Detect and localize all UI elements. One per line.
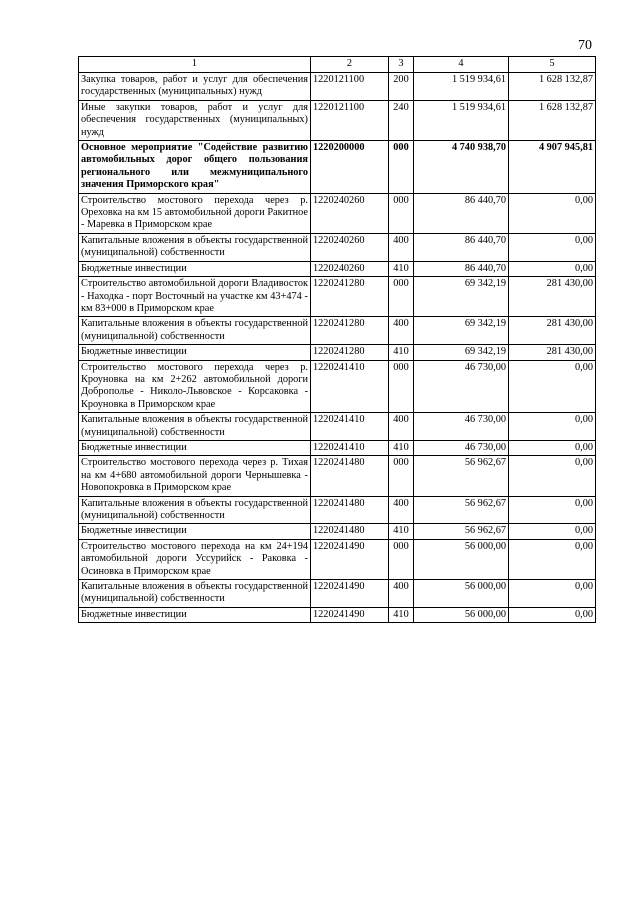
row-amount-year1-cell: 1 519 934,61 (414, 100, 509, 140)
row-code-cell: 1220241480 (311, 496, 389, 524)
column-header: 4 (414, 57, 509, 73)
row-amount-year1-cell: 4 740 938,70 (414, 141, 509, 194)
row-amount-year2-cell: 0,00 (509, 193, 596, 233)
column-header: 5 (509, 57, 596, 73)
budget-table (78, 56, 596, 623)
row-name-cell: Капитальные вложения в объекты государственной (муниципальной) собственности (79, 580, 311, 608)
row-amount-year2-cell: 281 430,00 (509, 317, 596, 345)
row-name-cell: Строительство мостового перехода через р. Кроуновка на км 2+262 автомобильной дороги Доброполье - Николо-Львовское - Корсаковка - Кроуновка в Приморском крае (79, 360, 311, 413)
row-amount-year1-cell: 46 730,00 (414, 413, 509, 441)
row-amount-year2-cell: 0,00 (509, 539, 596, 579)
row-amount-year2-cell: 281 430,00 (509, 277, 596, 317)
row-amount-year2-cell: 0,00 (509, 413, 596, 441)
row-name-cell: Иные закупки товаров, работ и услуг для обеспечения государственных (муниципальных) нужд (79, 100, 311, 140)
row-code-cell: 1220200000 (311, 141, 389, 194)
row-amount-year1-cell: 56 000,00 (414, 539, 509, 579)
row-name-cell: Строительство мостового перехода на км 24+194 автомобильной дороги Уссурийск - Раковка - Осиновка в Приморском крае (79, 539, 311, 579)
row-expense-type-cell: 000 (389, 360, 414, 413)
row-name-cell: Бюджетные инвестиции (79, 345, 311, 360)
row-expense-type-cell: 400 (389, 580, 414, 608)
row-code-cell: 1220241410 (311, 440, 389, 455)
row-name-cell: Капитальные вложения в объекты государственной (муниципальной) собственности (79, 413, 311, 441)
row-amount-year2-cell: 0,00 (509, 496, 596, 524)
row-expense-type-cell: 000 (389, 539, 414, 579)
row-amount-year2-cell: 1 628 132,87 (509, 100, 596, 140)
row-name-cell: Бюджетные инвестиции (79, 607, 311, 622)
row-name-cell: Строительство мостового перехода через р. Тихая на км 4+680 автомобильной дороги Чернышевка - Новопокровка в Приморском крае (79, 456, 311, 496)
row-expense-type-cell: 410 (389, 607, 414, 622)
row-name-cell: Закупка товаров, работ и услуг для обеспечения государственных (муниципальных) нужд (79, 73, 311, 101)
table-row (79, 456, 596, 496)
row-amount-year2-cell: 1 628 132,87 (509, 73, 596, 101)
column-header: 3 (389, 57, 414, 73)
row-code-cell: 1220241280 (311, 345, 389, 360)
row-amount-year1-cell: 56 962,67 (414, 496, 509, 524)
row-code-cell: 1220121100 (311, 73, 389, 101)
row-code-cell: 1220241490 (311, 580, 389, 608)
row-expense-type-cell: 240 (389, 100, 414, 140)
row-code-cell: 1220241410 (311, 360, 389, 413)
row-expense-type-cell: 400 (389, 317, 414, 345)
table-row (79, 100, 596, 140)
table-row (79, 607, 596, 622)
page-number: 70 (578, 38, 592, 53)
row-amount-year1-cell: 69 342,19 (414, 345, 509, 360)
table-body (79, 73, 596, 623)
row-amount-year1-cell: 86 440,70 (414, 193, 509, 233)
table-row (79, 261, 596, 276)
row-code-cell: 1220240260 (311, 193, 389, 233)
row-expense-type-cell: 400 (389, 233, 414, 261)
row-name-cell: Основное мероприятие "Содействие развитию автомобильных дорог общего пользования регионального или межмуниципального значения Приморского края" (79, 141, 311, 194)
row-code-cell: 1220241280 (311, 277, 389, 317)
row-name-cell: Капитальные вложения в объекты государственной (муниципальной) собственности (79, 496, 311, 524)
row-amount-year2-cell: 4 907 945,81 (509, 141, 596, 194)
row-expense-type-cell: 000 (389, 456, 414, 496)
row-amount-year1-cell: 46 730,00 (414, 440, 509, 455)
row-amount-year1-cell: 86 440,70 (414, 261, 509, 276)
row-name-cell: Капитальные вложения в объекты государственной (муниципальной) собственности (79, 317, 311, 345)
row-code-cell: 1220240260 (311, 261, 389, 276)
table-row (79, 496, 596, 524)
row-amount-year2-cell: 0,00 (509, 524, 596, 539)
row-amount-year2-cell: 0,00 (509, 580, 596, 608)
row-expense-type-cell: 200 (389, 73, 414, 101)
row-expense-type-cell: 000 (389, 277, 414, 317)
row-amount-year1-cell: 56 962,67 (414, 456, 509, 496)
row-code-cell: 1220241490 (311, 539, 389, 579)
row-expense-type-cell: 400 (389, 496, 414, 524)
row-expense-type-cell: 400 (389, 413, 414, 441)
row-amount-year2-cell: 281 430,00 (509, 345, 596, 360)
row-expense-type-cell: 000 (389, 141, 414, 194)
row-name-cell: Строительство автомобильной дороги Владивосток - Находка - порт Восточный на участке км 43+474 - км 83+000 в Приморском крае (79, 277, 311, 317)
row-amount-year1-cell: 56 000,00 (414, 607, 509, 622)
row-name-cell: Бюджетные инвестиции (79, 440, 311, 455)
row-code-cell: 1220241410 (311, 413, 389, 441)
row-amount-year1-cell: 56 962,67 (414, 524, 509, 539)
row-amount-year1-cell: 56 000,00 (414, 580, 509, 608)
table-row (79, 193, 596, 233)
row-amount-year1-cell: 86 440,70 (414, 233, 509, 261)
row-name-cell: Бюджетные инвестиции (79, 261, 311, 276)
row-amount-year1-cell: 46 730,00 (414, 360, 509, 413)
row-code-cell: 1220241480 (311, 524, 389, 539)
row-amount-year1-cell: 69 342,19 (414, 317, 509, 345)
table-row (79, 440, 596, 455)
row-code-cell: 1220241280 (311, 317, 389, 345)
row-expense-type-cell: 410 (389, 440, 414, 455)
row-code-cell: 1220241480 (311, 456, 389, 496)
row-amount-year2-cell: 0,00 (509, 233, 596, 261)
row-amount-year2-cell: 0,00 (509, 440, 596, 455)
column-header: 1 (79, 57, 311, 73)
row-name-cell: Строительство мостового перехода через р. Ореховка на км 15 автомобильной дороги Ракитное - Маревка в Приморском крае (79, 193, 311, 233)
row-name-cell: Бюджетные инвестиции (79, 524, 311, 539)
row-code-cell: 1220241490 (311, 607, 389, 622)
table-row (79, 277, 596, 317)
table-row (79, 580, 596, 608)
row-code-cell: 1220121100 (311, 100, 389, 140)
row-name-cell: Капитальные вложения в объекты государственной (муниципальной) собственности (79, 233, 311, 261)
row-code-cell: 1220240260 (311, 233, 389, 261)
column-header: 2 (311, 57, 389, 73)
table-row (79, 73, 596, 101)
table-header-row (79, 57, 596, 73)
table-row (79, 141, 596, 194)
row-expense-type-cell: 410 (389, 524, 414, 539)
row-amount-year2-cell: 0,00 (509, 607, 596, 622)
table-row (79, 524, 596, 539)
row-expense-type-cell: 410 (389, 345, 414, 360)
row-amount-year1-cell: 69 342,19 (414, 277, 509, 317)
row-amount-year2-cell: 0,00 (509, 261, 596, 276)
table-row (79, 345, 596, 360)
row-expense-type-cell: 000 (389, 193, 414, 233)
table-row (79, 233, 596, 261)
row-amount-year2-cell: 0,00 (509, 456, 596, 496)
table-row (79, 360, 596, 413)
table-row (79, 317, 596, 345)
row-expense-type-cell: 410 (389, 261, 414, 276)
table-row (79, 413, 596, 441)
row-amount-year1-cell: 1 519 934,61 (414, 73, 509, 101)
table-row (79, 539, 596, 579)
row-amount-year2-cell: 0,00 (509, 360, 596, 413)
